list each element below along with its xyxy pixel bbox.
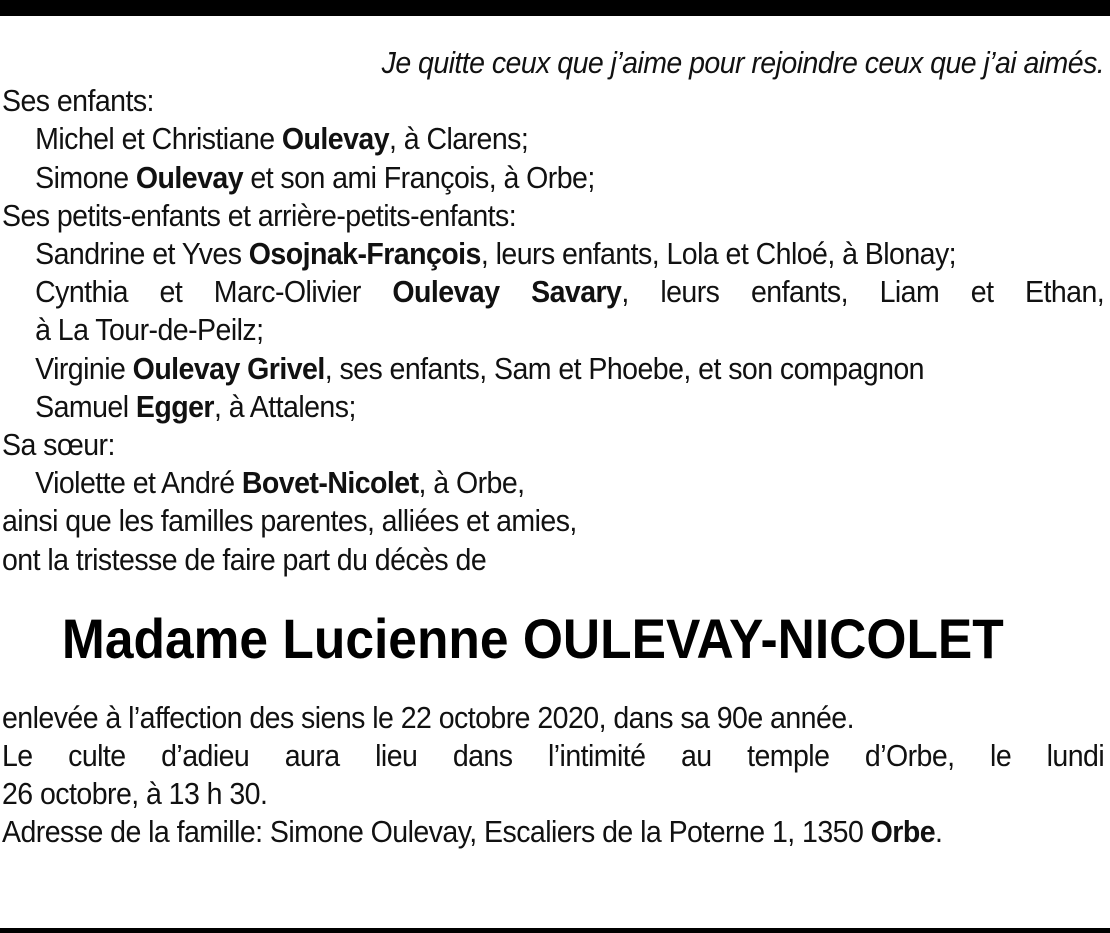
entry-text: Simone <box>35 159 136 195</box>
grandchild-entry <box>2 273 1104 311</box>
service-line: 26 octobre, à 13 h 30. <box>2 776 268 812</box>
entry-text: Virginie <box>35 350 133 386</box>
family-name: Bovet-Nicolet <box>241 465 419 501</box>
deceased-name: Madame Lucienne OULEVAY-NICOLET <box>61 606 1004 670</box>
sister-entry <box>2 464 1104 502</box>
entry-text: Sandrine et Yves <box>35 236 249 272</box>
family-name: Egger <box>135 388 214 424</box>
grandchild-entry-continuation <box>2 388 1104 426</box>
grandchildren-heading: Ses petits-enfants et arrière-petits-enfants: <box>2 197 517 233</box>
entry-text: , à Attalens; <box>213 388 356 424</box>
top-rule <box>0 0 1110 16</box>
address-text: . <box>935 814 943 850</box>
grandchild-entry-continuation: à La Tour-de-Peilz; <box>35 312 264 348</box>
entry-text: Cynthia et Marc-Olivier <box>35 274 393 310</box>
entry-text: , leurs enfants, Liam et Ethan, <box>621 274 1105 310</box>
family-address <box>2 813 1104 851</box>
epigraph-quote: Je quitte ceux que j’aime pour rejoindre ceux que j’ai aimés. <box>381 45 1105 80</box>
entry-text: Michel et Christiane <box>35 121 282 157</box>
entry-text: , à Orbe, <box>418 465 525 501</box>
bottom-rule <box>0 928 1110 933</box>
family-name: Osojnak-François <box>248 236 481 272</box>
announce-line: ont la tristesse de faire part du décès de <box>2 541 487 577</box>
family-name: Oulevay <box>281 121 390 157</box>
address-city: Orbe <box>870 814 936 850</box>
entry-text: , à Clarens; <box>389 121 529 157</box>
grandchild-entry <box>2 350 1104 388</box>
child-entry <box>2 159 1104 197</box>
children-heading: Ses enfants: <box>2 83 154 119</box>
entry-text: Samuel <box>35 388 136 424</box>
entry-text: Violette et André <box>35 465 242 501</box>
child-entry <box>2 120 1104 158</box>
grandchild-entry <box>2 235 1104 273</box>
entry-text: , ses enfants, Sam et Phoebe, et son compagnon <box>324 350 924 386</box>
obituary-notice <box>2 44 1104 852</box>
address-text: Adresse de la famille: Simone Oulevay, Escaliers de la Poterne 1, 1350 <box>2 814 871 850</box>
sister-heading: Sa sœur: <box>2 427 115 463</box>
entry-text: et son ami François, à Orbe; <box>243 159 595 195</box>
deceased-name-block <box>2 579 1104 699</box>
entry-text: , leurs enfants, Lola et Chloé, à Blonay; <box>480 236 957 272</box>
family-name: Oulevay Savary <box>392 274 622 310</box>
family-name: Oulevay <box>135 159 244 195</box>
families-line: ainsi que les familles parentes, alliées et amies, <box>2 503 577 539</box>
family-name: Oulevay Grivel <box>132 350 325 386</box>
service-line: Le culte d’adieu aura lieu dans l’intimité au temple d’Orbe, le lundi <box>2 738 1105 774</box>
passed-line: enlevée à l’affection des siens le 22 octobre 2020, dans sa 90e année. <box>2 699 854 735</box>
